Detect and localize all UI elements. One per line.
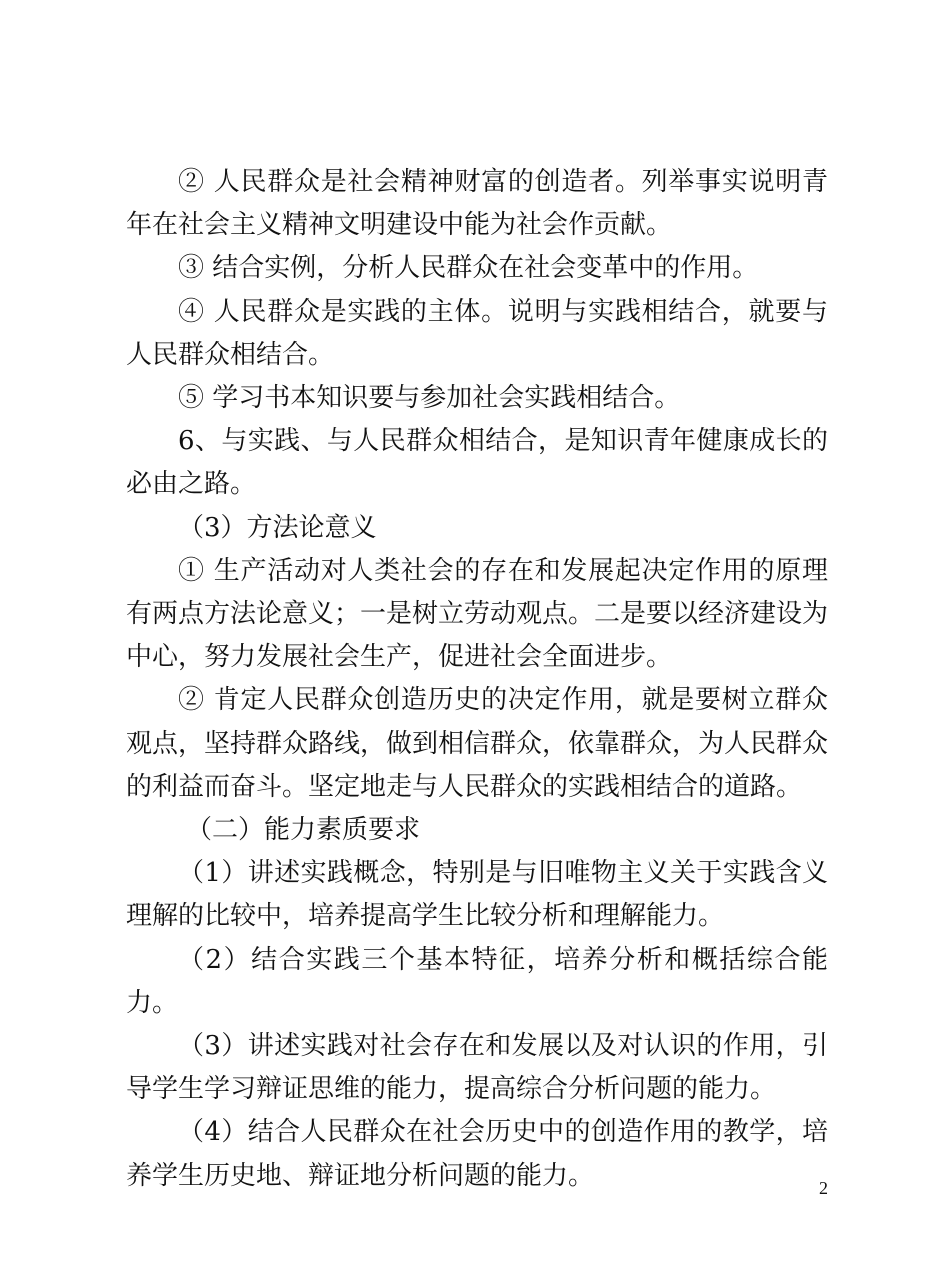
document-body	[126, 161, 828, 1198]
paragraph-item-2: ② 人民群众是社会精神财富的创造者。列举事实说明青年在社会主义精神文明建设中能为社会作贡献。	[126, 167, 828, 241]
methodology-item-1: ① 生产活动对人类社会的存在和发展起决定作用的原理有两点方法论意义；一是树立劳动观点。二是要以经济建设为中心，努力发展社会生产，促进社会全面进步。	[126, 555, 829, 673]
paragraph-item-4: ④ 人民群众是实践的主体。说明与实践相结合，就要与人民群众相结合。	[126, 296, 828, 370]
paragraph-item-6: 6、与实践、与人民群众相结合，是知识青年健康成长的必由之路。	[126, 426, 828, 500]
page-number: 2	[819, 1178, 828, 1198]
methodology-item-2: ② 肯定人民群众创造历史的决定作用，就是要树立群众观点，坚持群众路线，做到相信群众，依靠群众，为人民群众的利益而奋斗。坚定地走与人民群众的实践相结合的道路。	[126, 685, 829, 802]
ability-item-2: （2）结合实践三个基本特征，培养分析和概括综合能力。	[126, 944, 828, 1018]
ability-item-1: （1）讲述实践概念，特别是与旧唯物主义关于实践含义理解的比较中，培养提高学生比较分析和理解能力。	[126, 858, 828, 932]
ability-item-3: （3）讲述实践对社会存在和发展以及对认识的作用，引导学生学习辩证思维的能力，提高综合分析问题的能力。	[126, 1031, 828, 1105]
paragraph-item-5: ⑤ 学习书本知识要与参加社会实践相结合。	[178, 383, 681, 414]
section-heading-methodology: （3）方法论意义	[178, 512, 377, 543]
ability-item-4: （4）结合人民群众在社会历史中的创造作用的教学，培养学生历史地、辩证地分析问题的能力。	[126, 1117, 828, 1191]
section-heading-ability: （二）能力素质要求	[186, 815, 421, 846]
paragraph-item-3: ③ 结合实例，分析人民群众在社会变革中的作用。	[178, 253, 759, 284]
